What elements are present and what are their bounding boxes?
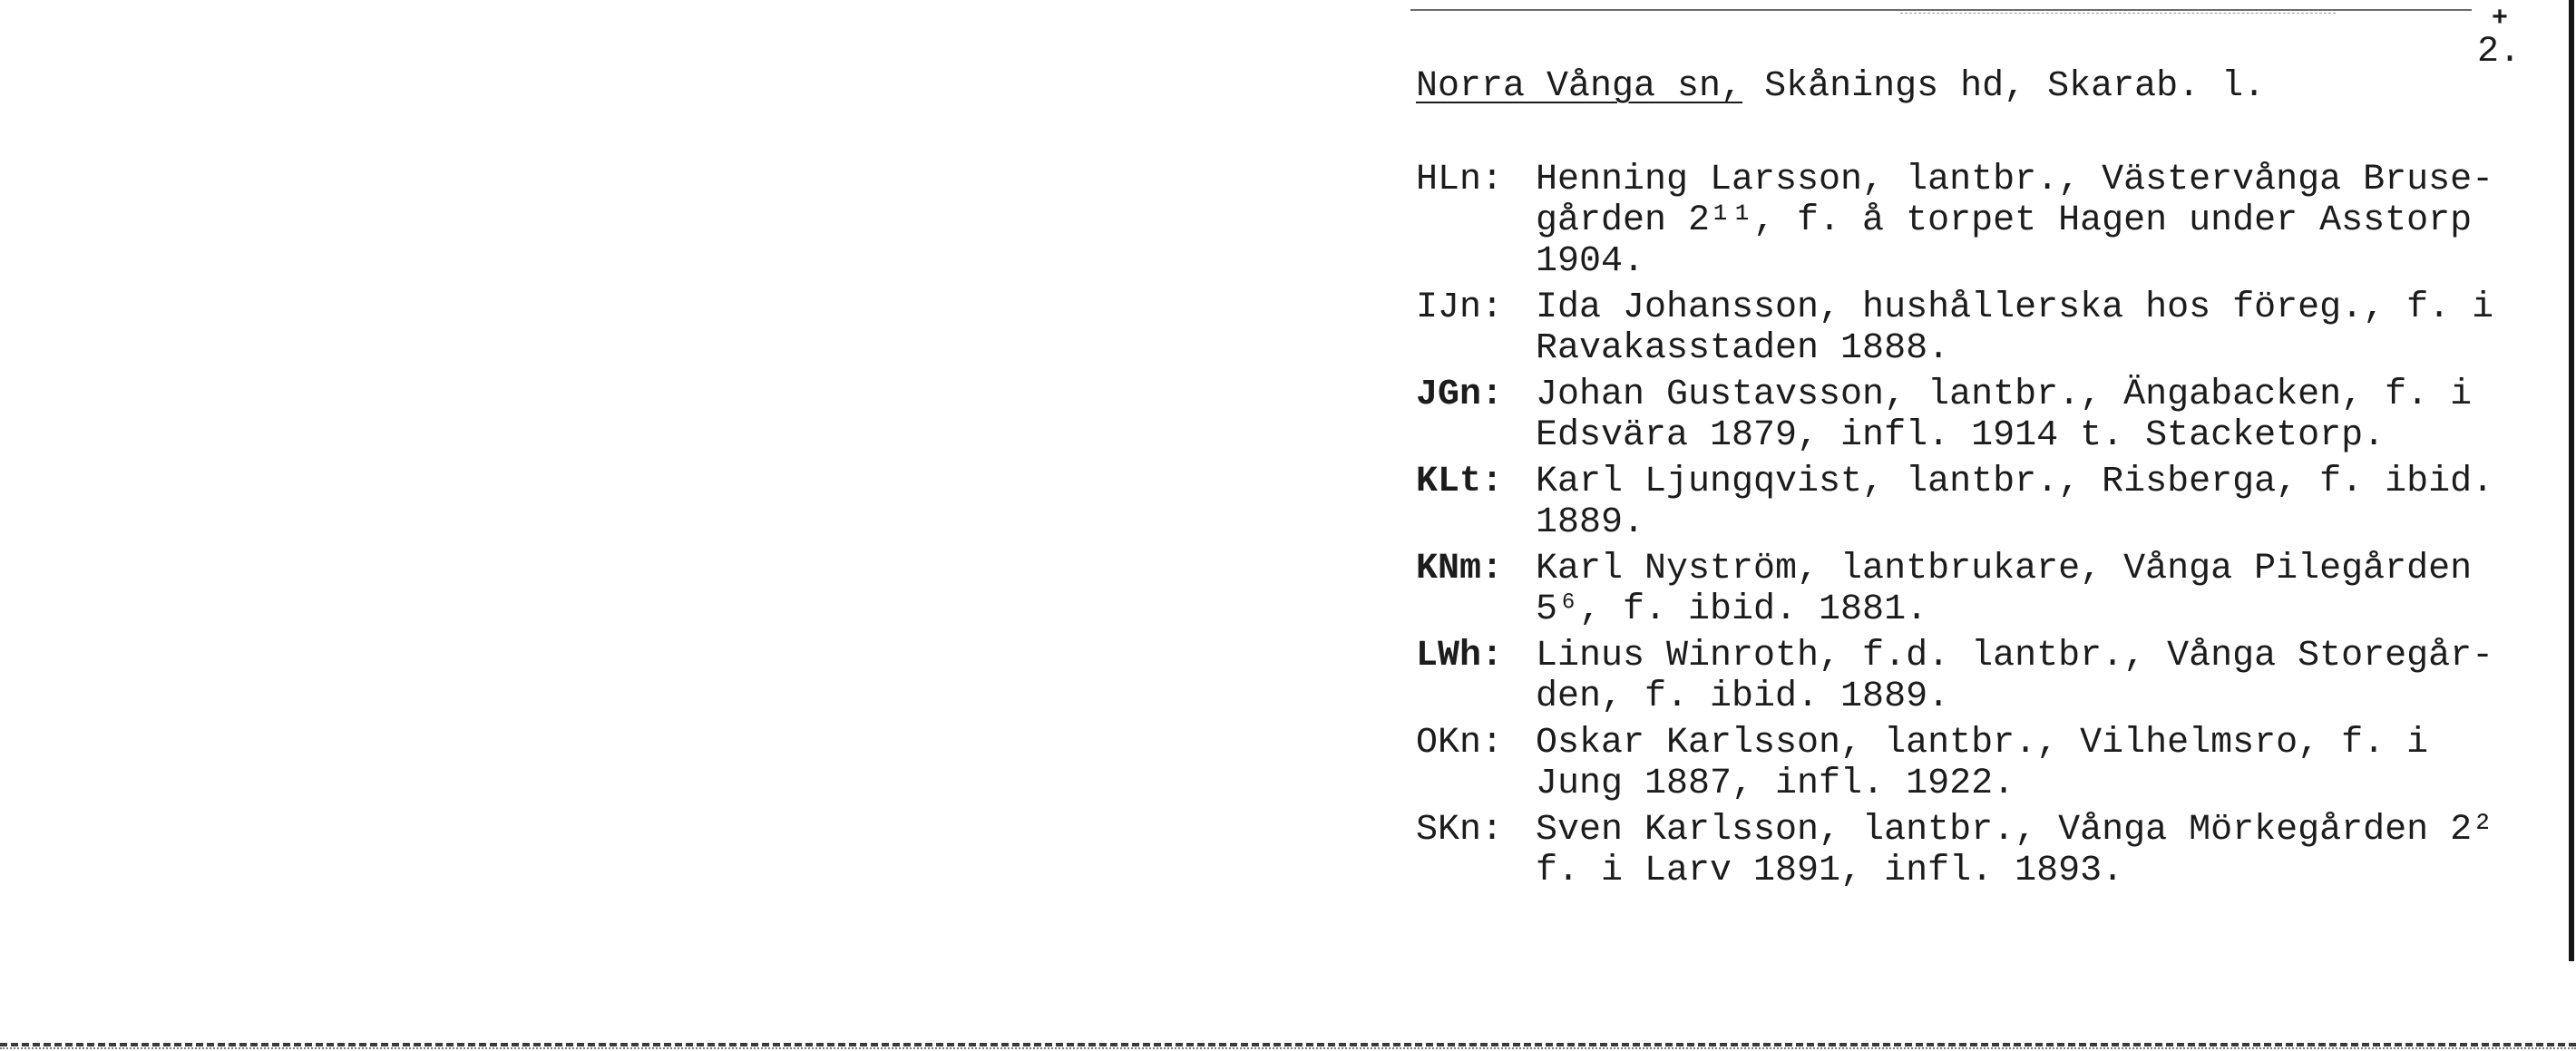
entry-line: Linus Winroth, f.d. lantbr., Vånga Storegår- [1536, 636, 2494, 676]
entry-line: 1889. [1536, 502, 1645, 543]
entry-line: Sven Karlsson, lantbr., Vånga Mörkegården 2² [1536, 810, 2494, 851]
informant-text [1536, 287, 2559, 369]
entry-line: Karl Nyström, lantbrukare, Vånga Pilegården [1536, 549, 2473, 589]
informant-text [1536, 636, 2559, 717]
informant-entry [1416, 160, 2559, 282]
page-number: 2. [2477, 32, 2522, 73]
entry-line: Oskar Karlsson, lantbr., Vilhelmsro, f. i [1536, 723, 2429, 764]
informant-text [1536, 462, 2559, 543]
informant-abbr: IJn: [1416, 287, 1504, 328]
entry-line: Jung 1887, infl. 1922. [1536, 764, 2015, 804]
entry-line: 1904. [1536, 241, 1645, 282]
entry-line: Edsvära 1879, infl. 1914 t. Stacketorp. [1536, 415, 2386, 456]
card-top-rule-secondary [1900, 13, 2336, 14]
informant-entry [1416, 375, 2559, 456]
entry-line: Karl Ljungqvist, lantbr., Risberga, f. ibid. [1536, 462, 2494, 502]
informant-entry [1416, 549, 2559, 630]
informant-entry [1416, 723, 2559, 804]
informant-abbr: LWh: [1416, 636, 1504, 676]
informant-text [1536, 723, 2559, 804]
card-right-edge [2569, 0, 2574, 961]
entry-line: Ravakasstaden 1888. [1536, 328, 1950, 369]
entry-line: den, f. ibid. 1889. [1536, 676, 1950, 717]
entry-line: gården 2¹¹, f. å torpet Hagen under Asstorp [1536, 200, 2473, 241]
entry-line: Johan Gustavsson, lantbr., Ängabacken, f. i [1536, 375, 2473, 415]
informant-abbr: OKn: [1416, 723, 1504, 764]
archive-card [1392, 0, 2576, 1051]
heading-rest: Skånings hd, Skarab. l. [1742, 66, 2266, 107]
entry-line: 5⁶, f. ibid. 1881. [1536, 589, 1928, 630]
informant-abbr: JGn: [1416, 375, 1504, 415]
entry-line: Ida Johansson, hushållerska hos föreg., f. i [1536, 287, 2494, 328]
heading-place: Norra Vånga sn, [1416, 66, 1743, 107]
entry-line: Henning Larsson, lantbr., Västervånga Bruse- [1536, 160, 2494, 200]
informant-abbr: KLt: [1416, 462, 1504, 502]
informant-entry [1416, 287, 2559, 369]
informant-text [1536, 375, 2559, 456]
informant-abbr: HLn: [1416, 160, 1504, 200]
scan-bottom-edge [0, 1043, 2576, 1046]
informant-entry [1416, 636, 2559, 717]
informant-text [1536, 810, 2559, 891]
informant-text [1536, 160, 2559, 282]
card-heading [1416, 65, 2265, 109]
scan-bottom-edge-secondary [0, 1047, 2576, 1049]
page-mark: + [2492, 4, 2509, 34]
informant-abbr: SKn: [1416, 810, 1504, 851]
informant-list [1416, 160, 2559, 897]
informant-entry [1416, 462, 2559, 543]
informant-abbr: KNm: [1416, 549, 1504, 589]
entry-line: f. i Larv 1891, infl. 1893. [1536, 851, 2124, 891]
card-top-rule [1410, 9, 2472, 11]
informant-text [1536, 549, 2559, 630]
informant-entry [1416, 810, 2559, 891]
